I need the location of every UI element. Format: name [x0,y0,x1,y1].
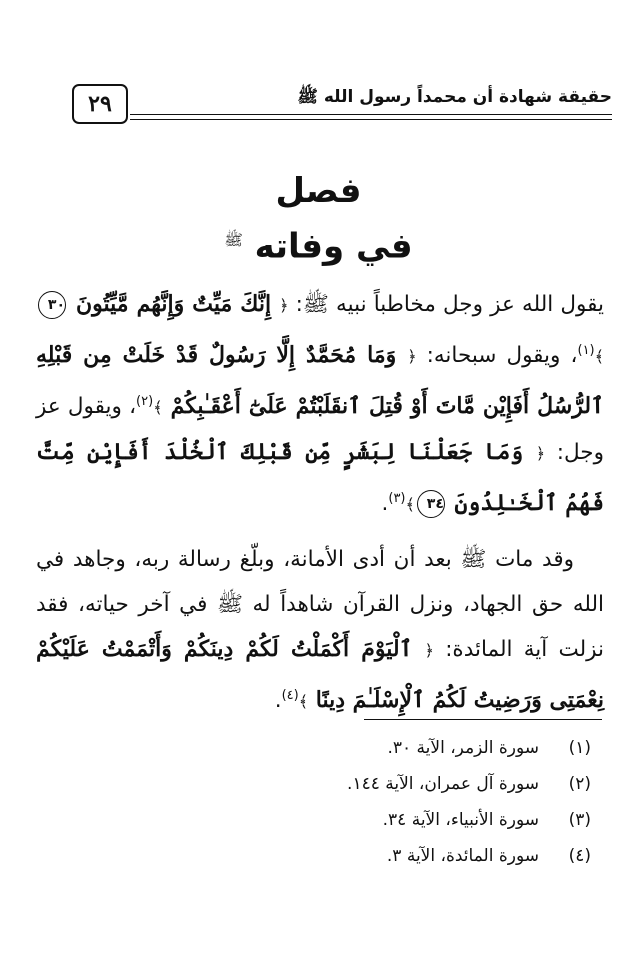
p1-sentence-2: ، ويقول سبحانه: [416,343,578,369]
ayah-number-marker: ٣٤ [417,490,445,518]
quran-bracket-close: ﴾ [594,347,604,367]
footnote-ref-3: (٣) [388,491,406,507]
quran-bracket-close: ﴾ [153,398,163,418]
footnote-text: سورة الأنبياء، الآية ٣٤. [382,810,539,830]
footnote-ref-2: (٢) [136,394,154,410]
ayah-number-marker: ٣٠ [38,291,66,319]
quran-bracket-close: ﴾ [405,495,415,515]
page-number: ٢٩ [72,84,128,124]
chapter-title: فصل [275,171,362,211]
chapter-subtitle: في وفاته [254,226,413,267]
quran-verse-3: وَمَا جَعَلْنَا لِبَشَرٍ مِّن قَبْلِكَ ٱلْخُلْدَ أَفَإِيْن مِّتَّ فَهُمُ ٱلْخَـٰلِدُونَ [36,439,604,517]
header-rule-top [130,114,612,115]
page-header [72,84,612,124]
body-text [36,282,604,725]
footnote-number: (١) [568,738,591,758]
footnote-text: سورة المائدة، الآية ٣. [386,846,539,866]
quran-verse-1: إِنَّكَ مَيِّتٌ وَإِنَّهُم مَّيِّتُونَ [68,291,280,317]
header-rule-bottom [130,119,612,120]
footnote-number: (٢) [568,774,591,794]
p1-sentence-3: ، ويقول عز وجل: [36,394,604,466]
quran-bracket-open: ﴿ [407,347,417,367]
p2-sentence-1: وقد مات ﷺ بعد أن أدى الأمانة، وبلّغ رسالة ربه، وجاهد في الله حق الجهاد، ونزل القرآن شاهداً له ﷺ في آخر حياته، فقد نزلت آية المائدة: [36,547,604,663]
quran-bracket-close: ﴾ [298,692,309,712]
footnote-item [191,766,591,802]
quran-bracket-open: ﴿ [535,444,546,464]
quran-bracket-open: ﴿ [279,296,289,315]
running-title: حقيقة شهادة أن محمداً رسول الله ﷺ [297,87,612,107]
chapter-subtitle-line [0,214,637,272]
quran-verse-4: ٱلْيَوْمَ أَكْمَلْتُ لَكُمْ دِينَكُمْ وَأَتْمَمْتُ عَلَيْكُمْ نِعْمَتِى وَرَضِيتُ لَكُمُ ٱلْإِسْلَـٰمَ دِينًا [36,636,604,714]
p1-sentence-1: يقول الله عز وجل مخاطباً نبيه ﷺ: [288,292,604,317]
paragraph-1 [36,282,604,527]
quran-verse-2: وَمَا مُحَمَّدٌ إِلَّا رَسُولٌ قَدْ خَلَتْ مِن قَبْلِهِ ٱلرُّسُلُ أَفَإِيْن مَّاتَ أَوْ قُتِلَ ٱنقَلَبْتُمْ عَلَىٰٓ أَعْقَـٰبِكُمْ [36,342,605,420]
footnote-text: سورة الزمر، الآية ٣٠. [387,738,539,758]
footnote-text: سورة آل عمران، الآية ١٤٤. [347,774,539,794]
quran-bracket-open: ﴿ [424,641,434,661]
footnote-ref-1: (١) [577,343,595,358]
footnotes [191,730,591,874]
footnote-separator [364,719,602,720]
footnote-item [191,838,591,874]
chapter-heading [0,168,637,272]
footnote-ref-4: (٤) [281,688,299,704]
footnote-item [191,802,591,838]
footnote-number: (٤) [568,846,591,866]
footnote-item [191,730,591,766]
paragraph-2 [36,537,604,724]
honorific: ﷺ [224,231,243,249]
p1-end: . [381,491,389,517]
p2-end: . [274,688,282,714]
footnote-number: (٣) [568,810,591,830]
